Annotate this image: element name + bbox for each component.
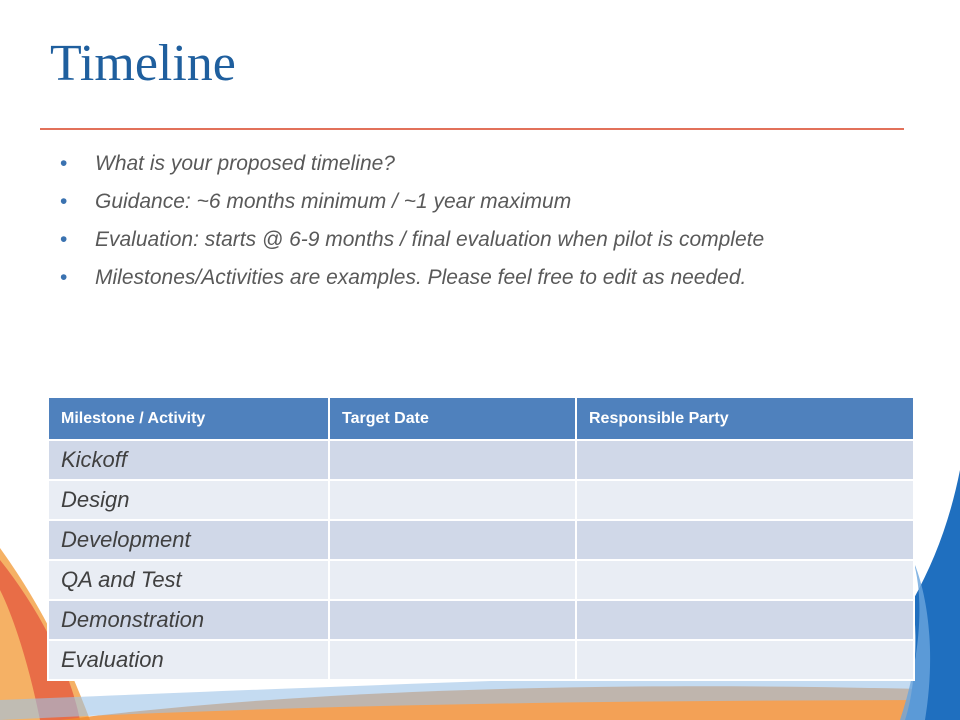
header-responsible-party: Responsible Party <box>576 397 914 440</box>
bullet-dot-icon: • <box>60 190 68 213</box>
table-row <box>48 640 914 680</box>
bullet-text: What is your proposed timeline? <box>95 152 395 175</box>
header-milestone: Milestone / Activity <box>48 397 329 440</box>
table-header-row <box>48 397 914 440</box>
table-row <box>48 520 914 560</box>
timeline-table <box>47 396 915 681</box>
title-divider <box>40 128 904 130</box>
responsible-party-cell[interactable] <box>576 560 914 600</box>
bullet-dot-icon: • <box>60 228 68 251</box>
table-row <box>48 440 914 480</box>
target-date-cell[interactable] <box>329 480 576 520</box>
responsible-party-cell[interactable] <box>576 480 914 520</box>
responsible-party-cell[interactable] <box>576 600 914 640</box>
milestone-cell[interactable]: Design <box>48 480 329 520</box>
bullet-text: Guidance: ~6 months minimum / ~1 year maximum <box>95 190 572 213</box>
milestone-cell[interactable]: Development <box>48 520 329 560</box>
table-row <box>48 560 914 600</box>
bullet-item <box>60 264 850 291</box>
bullet-list <box>60 150 850 302</box>
bullet-text: Milestones/Activities are examples. Please feel free to edit as needed. <box>95 266 747 289</box>
bullet-item <box>60 226 850 253</box>
target-date-cell[interactable] <box>329 520 576 560</box>
milestone-cell[interactable]: Evaluation <box>48 640 329 680</box>
responsible-party-cell[interactable] <box>576 440 914 480</box>
bullet-text: Evaluation: starts @ 6-9 months / final evaluation when pilot is complete <box>95 228 765 251</box>
slide-title: Timeline <box>50 35 236 92</box>
target-date-cell[interactable] <box>329 440 576 480</box>
milestone-cell[interactable]: QA and Test <box>48 560 329 600</box>
timeline-table-container <box>47 396 913 681</box>
target-date-cell[interactable] <box>329 640 576 680</box>
target-date-cell[interactable] <box>329 600 576 640</box>
bullet-item <box>60 150 850 177</box>
bullet-dot-icon: • <box>60 266 68 289</box>
table-row <box>48 600 914 640</box>
target-date-cell[interactable] <box>329 560 576 600</box>
milestone-cell[interactable]: Demonstration <box>48 600 329 640</box>
responsible-party-cell[interactable] <box>576 520 914 560</box>
responsible-party-cell[interactable] <box>576 640 914 680</box>
milestone-cell[interactable]: Kickoff <box>48 440 329 480</box>
table-row <box>48 480 914 520</box>
bullet-item <box>60 188 850 215</box>
bullet-dot-icon: • <box>60 152 68 175</box>
header-target-date: Target Date <box>329 397 576 440</box>
